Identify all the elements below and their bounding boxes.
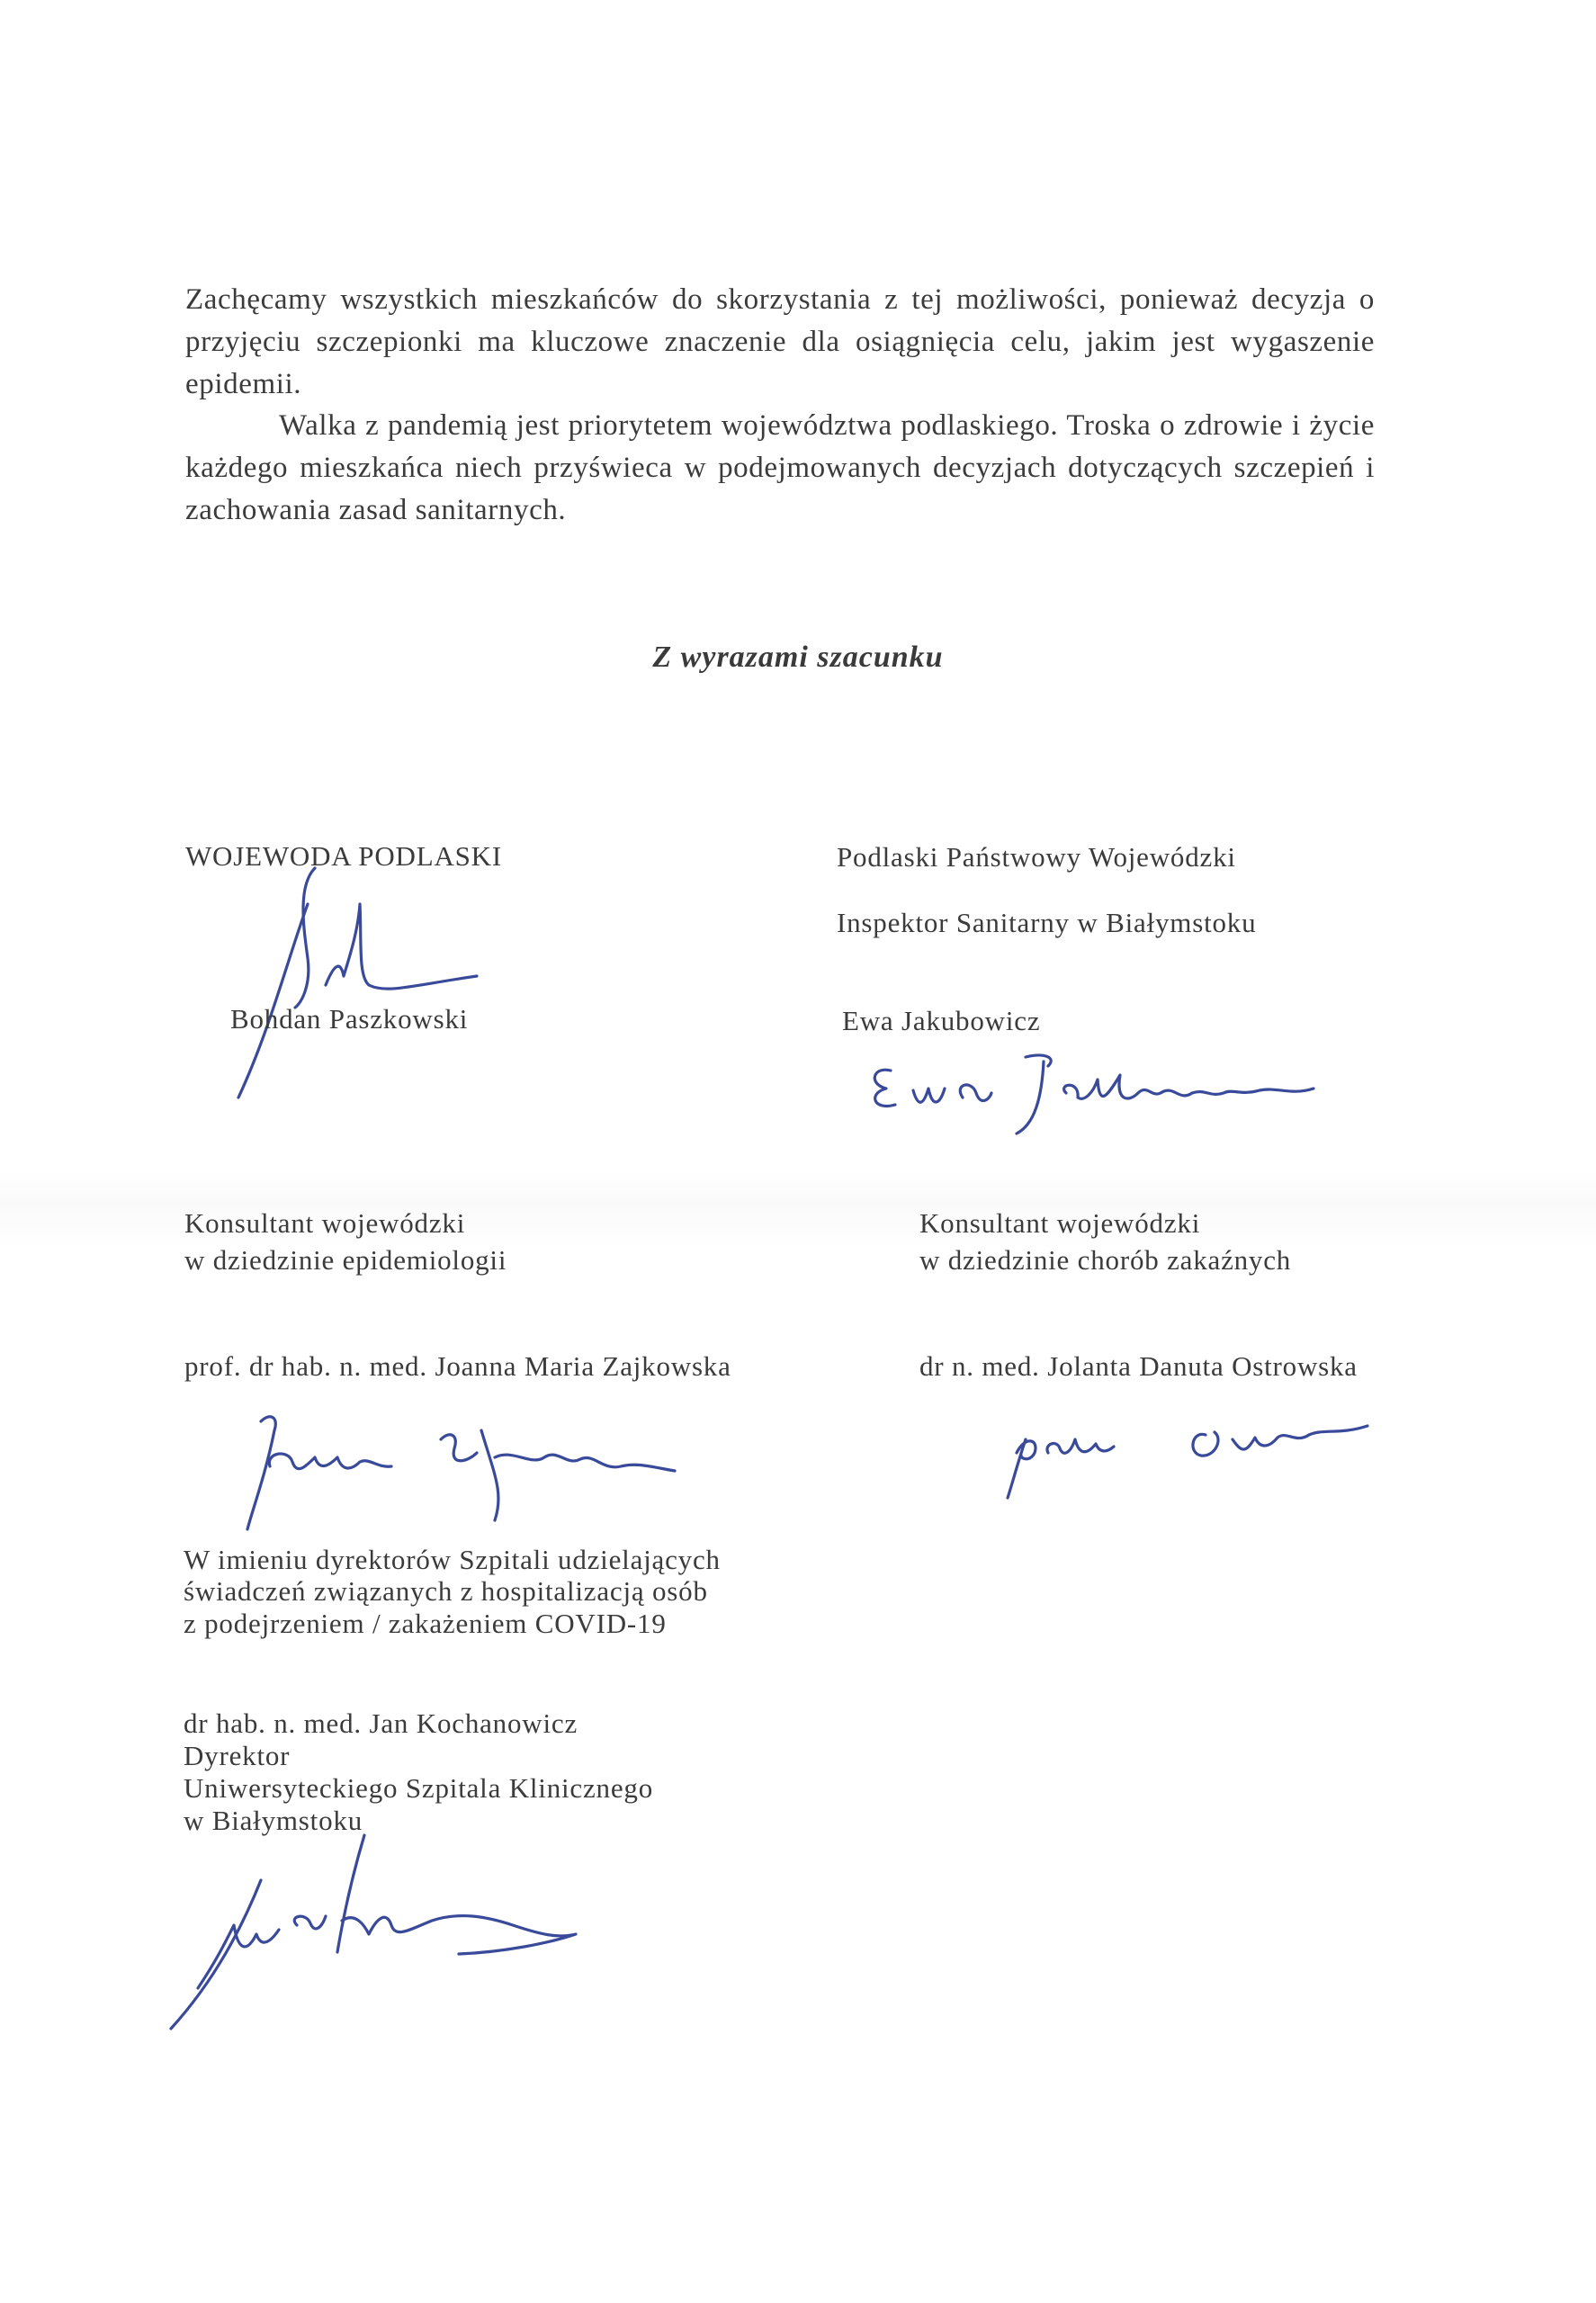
director-name: dr hab. n. med. Jan Kochanowicz	[184, 1707, 578, 1739]
hospital-directors-line-1: W imieniu dyrektorów Szpitali udzielających	[184, 1544, 721, 1575]
infectious-consultant-name: dr n. med. Jolanta Danuta Ostrowska	[919, 1350, 1358, 1382]
letter-paragraph-2: Walka z pandemią jest priorytetem województwa podlaskiego. Troska o zdrowie i życie każdego mieszkańca niech przyświeca w podejmowanych decyzjach dotyczących szczepień i zachowania zasad sanitarnych.	[185, 409, 1375, 526]
epidemiology-consultant-name: prof. dr hab. n. med. Joanna Maria Zajkowska	[184, 1350, 731, 1382]
infectious-consultant-title-line-2: w dziedzinie chorób zakaźnych	[919, 1244, 1292, 1276]
epidemiology-consultant-title-line-2: w dziedzinie epidemiologii	[184, 1244, 507, 1276]
inspector-title-line-2: Inspektor Sanitarny w Białymstoku	[837, 907, 1257, 938]
voivode-name: Bohdan Paszkowski	[230, 1003, 469, 1035]
epidemiology-consultant-signature-stroke-3	[441, 1435, 477, 1461]
hospital-directors-line-3: z podejrzeniem / zakażeniem COVID-19	[184, 1608, 667, 1639]
inspector-signature-stroke-1	[874, 1070, 895, 1106]
inspector-signature-stroke-4	[1017, 1055, 1051, 1134]
infectious-consultant-signature-stroke-1	[1008, 1439, 1036, 1498]
voivode-title: WOJEWODA PODLASKI	[185, 840, 502, 872]
voivode-signature-stroke-3	[326, 904, 477, 989]
inspector-signature-stroke-3	[960, 1085, 991, 1101]
inspector-name: Ewa Jakubowicz	[842, 1005, 1041, 1036]
epidemiology-consultant-signature	[225, 1403, 693, 1538]
closing-salutation: Z wyrazami szacunku	[652, 641, 944, 674]
letter-paragraph-1: Zachęcamy wszystkich mieszkańców do skorzystania z tej możliwości, ponieważ decyzja o przyjęciu szczepionki ma kluczowe znaczenie dla osiągnięcia celu, jakim jest wygaszenie epidemii.	[185, 283, 1375, 400]
director-signature-stroke-1	[171, 1880, 261, 2029]
director-signature-stroke-3	[294, 1916, 326, 1929]
voivode-signature	[207, 850, 504, 1111]
epidemiology-consultant-title-line-1: Konsultant wojewódzki	[184, 1207, 466, 1239]
inspector-signature-stroke-5	[1064, 1075, 1314, 1098]
inspector-title-line-1: Podlaski Państwowy Wojewódzki	[837, 841, 1236, 873]
director-signature	[162, 1826, 594, 2033]
inspector-signature	[864, 1044, 1331, 1143]
epidemiology-consultant-signature-stroke-4	[481, 1430, 675, 1520]
infectious-consultant-signature	[999, 1403, 1376, 1502]
director-position: Dyrektor	[184, 1740, 291, 1771]
infectious-consultant-signature-stroke-4	[1233, 1426, 1367, 1449]
hospital-directors-line-2: świadczeń związanych z hospitalizacją osób	[184, 1575, 708, 1607]
voivode-signature-stroke-1	[295, 868, 315, 1008]
inspector-signature-stroke-2	[913, 1089, 945, 1102]
director-institution: Uniwersyteckiego Szpitala Klinicznego	[184, 1772, 653, 1804]
infectious-consultant-signature-stroke-2	[1047, 1439, 1114, 1453]
epidemiology-consultant-signature-stroke-2	[269, 1454, 391, 1469]
epidemiology-consultant-signature-stroke-1	[247, 1417, 275, 1529]
director-signature-stroke-4	[337, 1835, 576, 1954]
infectious-consultant-signature-stroke-3	[1193, 1432, 1218, 1456]
director-city: w Białymstoku	[184, 1805, 363, 1836]
infectious-consultant-title-line-1: Konsultant wojewódzki	[919, 1207, 1201, 1239]
